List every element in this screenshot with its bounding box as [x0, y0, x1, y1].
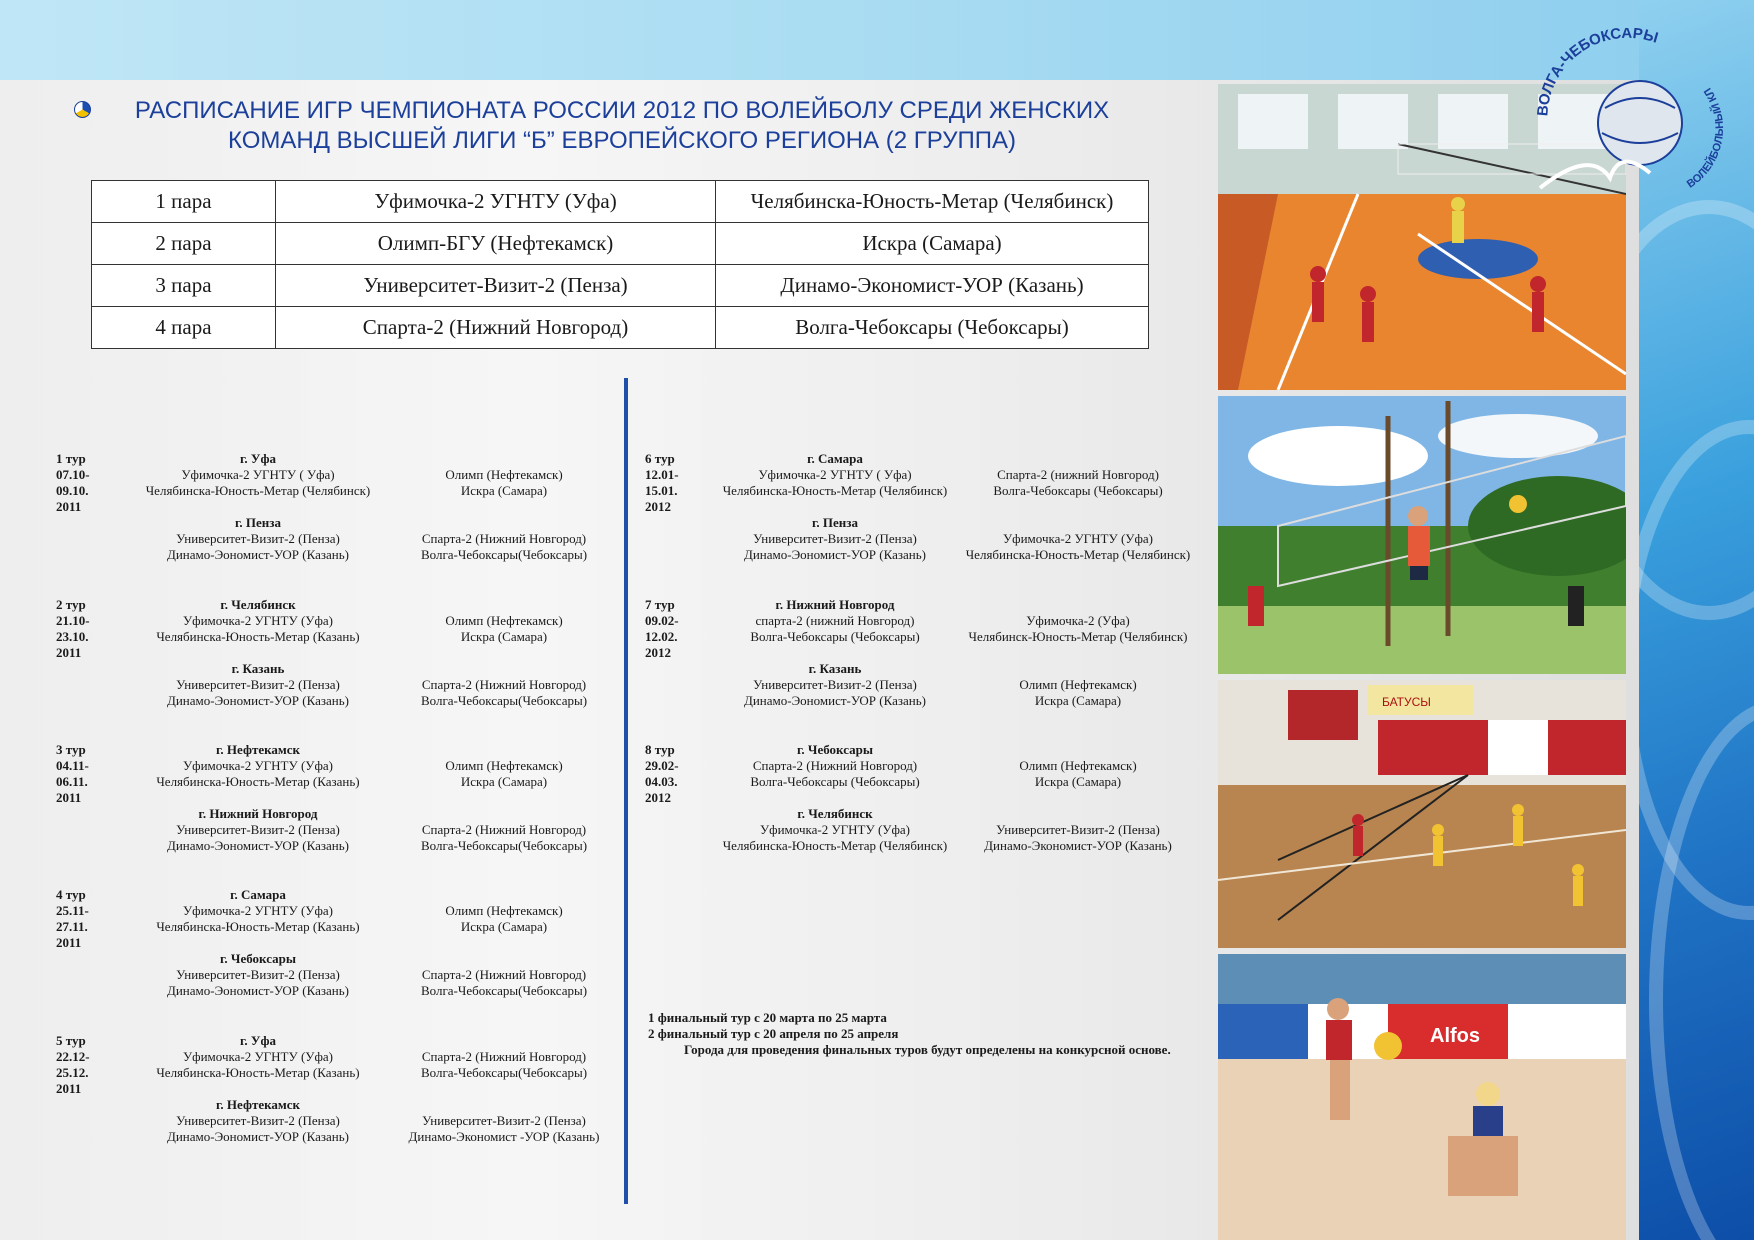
team-name: Олимп (Нефтекамск): [1019, 677, 1137, 692]
team-name: Искра (Самара): [460, 774, 548, 789]
team-name: Уфимочка-2 УГНТУ (Уфа): [1002, 531, 1154, 546]
tour-tour: 4 тур: [56, 887, 86, 902]
team-name: Динамо-Эономист-УОР (Казань): [166, 983, 349, 998]
team-name: Динамо-Эономист-УОР (Казань): [743, 693, 926, 708]
tour-d2: 12.02.: [645, 629, 678, 644]
tour-d1: 07.10-: [56, 467, 90, 482]
team-name: Уфимочка-2 УГНТУ ( Уфа): [181, 467, 335, 482]
team-name: Динамо-Эономист-УОР (Казань): [166, 693, 349, 708]
team-name: Челябинск-Юность-Метар (Челябинск): [968, 629, 1188, 644]
title-line-1: РАСПИСАНИЕ ИГР ЧЕМПИОНАТА РОССИИ 2012 ПО ВОЛЕЙБОЛУ СРЕДИ ЖЕНСКИХ: [134, 97, 1110, 124]
tour-tour: 2 тур: [56, 597, 86, 612]
tour-d1: 29.02-: [645, 758, 679, 773]
pair-row: [92, 265, 1149, 307]
logo-side-text: ВОЛЕЙБОЛЬНЫЙ КЛ: [1684, 85, 1727, 191]
team-name: Университет-Визит-2 (Пенза): [176, 677, 340, 692]
city-name: г. Пенза: [234, 515, 282, 530]
pair-row: [92, 223, 1149, 265]
team-name: Уфимочка-2 УГНТУ (Уфа): [182, 1049, 334, 1064]
city-name: г. Уфа: [240, 1033, 276, 1048]
pair-row: [92, 307, 1149, 349]
team-name: Университет-Визит-2 (Пенза): [176, 967, 340, 982]
team-name: Волга-Чебоксары(Чебоксары): [420, 693, 588, 708]
tour-d2: 09.10.: [56, 483, 89, 498]
tour-d1: 09.02-: [645, 613, 679, 628]
team-name: Челябинска-Юность-Метар (Челябинск): [145, 483, 371, 498]
tour-d3: 2011: [56, 790, 82, 805]
pair-team-b: Челябинска-Юность-Метар (Челябинск): [716, 181, 1149, 223]
match-column: [123, 1033, 393, 1081]
city-name: г. Нефтекамск: [215, 742, 301, 757]
match-column: [700, 597, 970, 645]
match-column: [379, 677, 629, 709]
match-column: [700, 806, 970, 854]
tour-d3: 2011: [56, 645, 82, 660]
team-name: Челябинска-Юность-Метар (Челябинск): [965, 547, 1191, 562]
city-name: г. Пенза: [811, 515, 859, 530]
city-name: г. Чебоксары: [219, 951, 297, 966]
pair-team-b: Искра (Самара): [716, 223, 1149, 265]
match-column: [123, 742, 393, 790]
tour-d2: 04.03.: [645, 774, 678, 789]
tour-d1: 12.01-: [645, 467, 679, 482]
finals-note: [648, 1010, 1188, 1058]
team-name: Челябинска-Юность-Метар (Казань): [156, 1065, 360, 1080]
tour-d1: 25.11-: [56, 903, 89, 918]
team-name: Спарта-2 (Нижний Новгород): [421, 1049, 587, 1064]
tour-header: [56, 887, 116, 951]
team-name: Искра (Самара): [460, 483, 548, 498]
tour-header: [56, 1033, 116, 1097]
city-name: г. Чебоксары: [796, 742, 874, 757]
team-name: Олимп (Нефтекамск): [445, 467, 563, 482]
tour-tour: 3 тур: [56, 742, 86, 757]
tour-d3: 2012: [645, 790, 671, 805]
team-name: Динамо-Эономист-УОР (Казань): [166, 547, 349, 562]
match-column: [123, 951, 393, 999]
team-name: Динамо-Экономист-УОР (Казань): [984, 838, 1172, 853]
tour-d2: 06.11.: [56, 774, 88, 789]
logo-top-text: ВОЛГА-ЧЕБОКСАРЫ: [1534, 28, 1661, 117]
team-name: Университет-Визит-2 (Пенза): [422, 1113, 586, 1128]
team-name: Динамо-Эономист-УОР (Казань): [166, 1129, 349, 1144]
team-name: Уфимочка-2 УГНТУ (Уфа): [182, 903, 334, 918]
team-name: Волга-Чебоксары (Чебоксары): [750, 774, 920, 789]
team-name: Спарта-2 (Нижний Новгород): [421, 677, 587, 692]
pair-team-a: Уфимочка-2 УГНТУ (Уфа): [276, 181, 716, 223]
team-name: Челябинска-Юность-Метар (Челябинск): [722, 483, 948, 498]
match-column: [953, 531, 1203, 563]
tour-header: [56, 597, 116, 661]
tour-d3: 2011: [56, 499, 82, 514]
pair-label: 4 пара: [92, 307, 276, 349]
club-logo: [1530, 28, 1730, 198]
match-column: [123, 887, 393, 935]
pair-team-a: Олимп-БГУ (Нефтекамск): [276, 223, 716, 265]
tour-d1: 04.11-: [56, 758, 89, 773]
team-name: Университет-Визит-2 (Пенза): [753, 677, 917, 692]
finals-line-2: 2 финальный тур с 20 апреля по 25 апреля: [648, 1026, 899, 1041]
tour-d3: 2012: [645, 499, 671, 514]
team-name: Челябинска-Юность-Метар (Челябинск): [722, 838, 948, 853]
match-column: [700, 661, 970, 709]
pair-team-b: Динамо-Экономист-УОР (Казань): [716, 265, 1149, 307]
pair-label: 3 пара: [92, 265, 276, 307]
team-name: Уфимочка-2 УГНТУ (Уфа): [759, 822, 911, 837]
city-name: г. Самара: [230, 887, 286, 902]
team-name: Динамо-Экономист -УОР (Казань): [408, 1129, 600, 1144]
match-column: [700, 742, 970, 790]
match-column: [953, 758, 1203, 790]
match-column: [123, 661, 393, 709]
team-name: Челябинска-Юность-Метар (Казань): [156, 919, 360, 934]
city-name: г. Нижний Новгород: [775, 597, 895, 612]
match-column: [379, 822, 629, 854]
team-name: Спарта-2 (Нижний Новгород): [421, 531, 587, 546]
city-name: г. Челябинск: [220, 597, 296, 612]
tour-header: [645, 742, 705, 806]
match-column: [123, 806, 393, 854]
tour-tour: 1 тур: [56, 451, 86, 466]
tour-tour: 7 тур: [645, 597, 675, 612]
match-column: [953, 613, 1203, 645]
photo-indoor-match-2: [1218, 680, 1626, 948]
tour-tour: 8 тур: [645, 742, 675, 757]
finals-line-3: Города для проведения финальных туров будут определены на конкурсной основе.: [684, 1042, 1171, 1057]
tour-d2: 23.10.: [56, 629, 89, 644]
tour-header: [645, 597, 705, 661]
team-name: Уфимочка-2 УГНТУ ( Уфа): [758, 467, 912, 482]
team-name: Волга-Чебоксары(Чебоксары): [420, 983, 588, 998]
match-column: [953, 467, 1203, 499]
team-name: Динамо-Эономист-УОР (Казань): [166, 838, 349, 853]
team-name: Олимп (Нефтекамск): [445, 758, 563, 773]
city-name: г. Самара: [807, 451, 863, 466]
match-column: [123, 515, 393, 563]
match-column: [123, 451, 393, 499]
match-column: [700, 515, 970, 563]
tour-d2: 25.12.: [56, 1065, 89, 1080]
team-name: Волга-Чебоксары(Чебоксары): [420, 838, 588, 853]
tour-d3: 2012: [645, 645, 671, 660]
pair-team-b: Волга-Чебоксары (Чебоксары): [716, 307, 1149, 349]
tour-d3: 2011: [56, 935, 82, 950]
photo-outdoor-match: [1218, 396, 1626, 674]
team-name: Динамо-Эономист-УОР (Казань): [743, 547, 926, 562]
team-name: Волга-Чебоксары (Чебоксары): [750, 629, 920, 644]
title-line-2: КОМАНД ВЫСШЕЙ ЛИГИ “Б” ЕВРОПЕЙСКОГО РЕГИОНА (2 ГРУППА): [228, 127, 1016, 154]
pairs-table: [91, 180, 1149, 349]
team-name: Олимп (Нефтекамск): [1019, 758, 1137, 773]
pair-label: 2 пара: [92, 223, 276, 265]
photo-beach-volleyball: [1218, 954, 1626, 1240]
team-name: Челябинска-Юность-Метар (Казань): [156, 774, 360, 789]
team-name: Университет-Визит-2 (Пенза): [176, 1113, 340, 1128]
top-banner: [0, 0, 1754, 80]
tour-d2: 15.01.: [645, 483, 678, 498]
tour-header: [56, 451, 116, 515]
team-name: Искра (Самара): [1034, 774, 1122, 789]
pair-label: 1 пара: [92, 181, 276, 223]
team-name: Уфимочка-2 УГНТУ (Уфа): [182, 758, 334, 773]
photo-sign-text: БАТУСЫ: [1382, 695, 1431, 709]
tour-header: [56, 742, 116, 806]
match-column: [123, 1097, 393, 1145]
city-name: г. Нефтекамск: [215, 1097, 301, 1112]
team-name: Спарта-2 (Нижний Новгород): [421, 822, 587, 837]
tour-d2: 27.11.: [56, 919, 88, 934]
tour-d1: 22.12-: [56, 1049, 90, 1064]
match-column: [379, 467, 629, 499]
match-column: [953, 677, 1203, 709]
finals-line-1: 1 финальный тур с 20 марта по 25 марта: [648, 1010, 887, 1025]
tour-tour: 6 тур: [645, 451, 675, 466]
photo-banner-text: Alfos: [1430, 1025, 1480, 1047]
team-name: Спарта-2 (нижний Новгород): [997, 467, 1159, 482]
match-column: [379, 758, 629, 790]
team-name: Университет-Визит-2 (Пенза): [996, 822, 1160, 837]
team-name: Олимп (Нефтекамск): [445, 903, 563, 918]
team-name: Университет-Визит-2 (Пенза): [176, 822, 340, 837]
team-name: Университет-Визит-2 (Пенза): [176, 531, 340, 546]
tour-d3: 2011: [56, 1081, 82, 1096]
pair-row: [92, 181, 1149, 223]
team-name: спарта-2 (нижний Новгород): [755, 613, 915, 628]
match-column: [953, 822, 1203, 854]
city-name: г. Казань: [808, 661, 862, 676]
match-column: [379, 903, 629, 935]
team-name: Волга-Чебоксары(Чебоксары): [420, 547, 588, 562]
team-name: Челябинска-Юность-Метар (Казань): [156, 629, 360, 644]
city-name: г. Уфа: [240, 451, 276, 466]
tour-d1: 21.10-: [56, 613, 90, 628]
team-name: Олимп (Нефтекамск): [445, 613, 563, 628]
team-name: Спарта-2 (Нижний Новгород): [752, 758, 918, 773]
team-name: Спарта-2 (Нижний Новгород): [421, 967, 587, 982]
team-name: Уфимочка-2 УГНТУ (Уфа): [182, 613, 334, 628]
match-column: [379, 1049, 629, 1081]
match-column: [379, 967, 629, 999]
tour-header: [645, 451, 705, 515]
city-name: г. Казань: [231, 661, 285, 676]
team-name: Искра (Самара): [460, 629, 548, 644]
tour-tour: 5 тур: [56, 1033, 86, 1048]
team-name: Искра (Самара): [1034, 693, 1122, 708]
match-column: [379, 531, 629, 563]
match-column: [123, 597, 393, 645]
match-column: [379, 1113, 629, 1145]
team-name: Уфимочка-2 (Уфа): [1026, 613, 1130, 628]
city-name: г. Челябинск: [797, 806, 873, 821]
team-name: Волга-Чебоксары(Чебоксары): [420, 1065, 588, 1080]
team-name: Искра (Самара): [460, 919, 548, 934]
pair-team-a: Спарта-2 (Нижний Новгород): [276, 307, 716, 349]
match-column: [700, 451, 970, 499]
match-column: [379, 613, 629, 645]
team-name: Университет-Визит-2 (Пенза): [753, 531, 917, 546]
page-title: [72, 96, 1172, 156]
pair-team-a: Университет-Визит-2 (Пенза): [276, 265, 716, 307]
team-name: Волга-Чебоксары (Чебоксары): [993, 483, 1163, 498]
city-name: г. Нижний Новгород: [198, 806, 318, 821]
